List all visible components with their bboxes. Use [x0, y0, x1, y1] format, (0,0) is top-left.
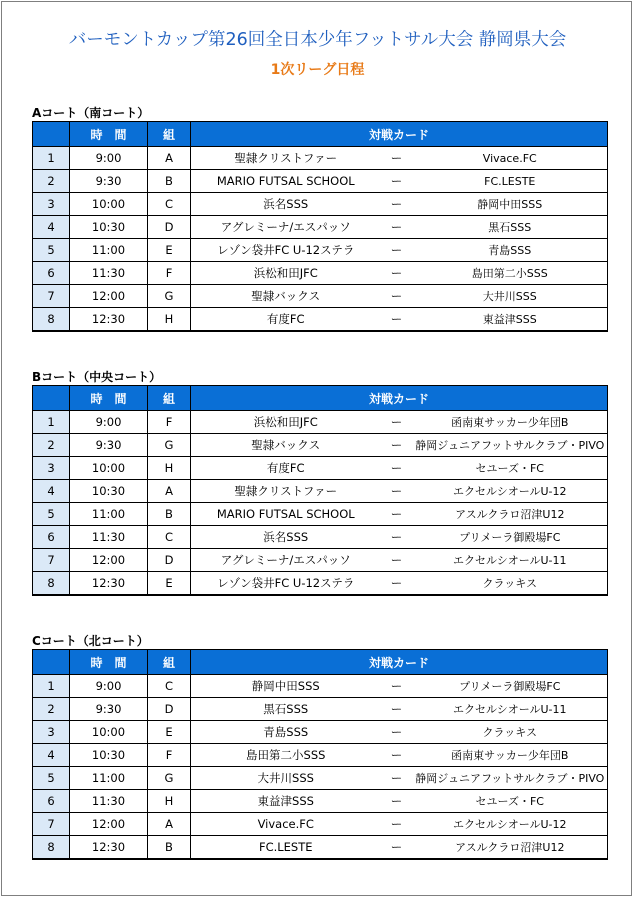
- match-group: D: [148, 216, 191, 239]
- home-team: 黒石SSS: [191, 698, 381, 721]
- table-row: [33, 767, 608, 790]
- versus-mark: ー: [381, 813, 413, 836]
- away-team: 函南東サッカー少年団B: [413, 411, 608, 434]
- match-time: 9:30: [70, 170, 148, 193]
- table-row: [33, 836, 608, 860]
- match-time: 11:30: [70, 262, 148, 285]
- table-row: [33, 262, 608, 285]
- header-time: 時 間: [70, 650, 148, 675]
- versus-mark: ー: [381, 767, 413, 790]
- header-group: 組: [148, 386, 191, 411]
- table-row: [33, 526, 608, 549]
- match-time: 12:30: [70, 308, 148, 332]
- home-team: 聖隷バックス: [191, 434, 381, 457]
- versus-mark: ー: [381, 744, 413, 767]
- match-group: E: [148, 721, 191, 744]
- table-row: [33, 790, 608, 813]
- versus-mark: ー: [381, 836, 413, 860]
- match-time: 9:30: [70, 698, 148, 721]
- court-a-section: [32, 105, 607, 332]
- header-match: 対戦カード: [191, 386, 608, 411]
- home-team: 浜名SSS: [191, 526, 381, 549]
- away-team: クラッキス: [413, 572, 608, 596]
- away-team: エクセルシオールU-11: [413, 698, 608, 721]
- home-team: レゾン袋井FC U-12ステラ: [191, 239, 381, 262]
- versus-mark: ー: [381, 262, 413, 285]
- match-number: 7: [33, 285, 70, 308]
- versus-mark: ー: [381, 308, 413, 332]
- match-time: 11:00: [70, 503, 148, 526]
- match-number: 4: [33, 744, 70, 767]
- match-time: 11:00: [70, 239, 148, 262]
- versus-mark: ー: [381, 698, 413, 721]
- match-group: F: [148, 411, 191, 434]
- home-team: 浜名SSS: [191, 193, 381, 216]
- home-team: レゾン袋井FC U-12ステラ: [191, 572, 381, 596]
- match-time: 9:00: [70, 411, 148, 434]
- header-time: 時 間: [70, 386, 148, 411]
- home-team: MARIO FUTSAL SCHOOL: [191, 170, 381, 193]
- table-row: [33, 721, 608, 744]
- match-time: 9:00: [70, 675, 148, 698]
- match-group: H: [148, 457, 191, 480]
- home-team: 静岡中田SSS: [191, 675, 381, 698]
- away-team: アスルクラロ沼津U12: [413, 836, 608, 860]
- away-team: 静岡中田SSS: [413, 193, 608, 216]
- court-c-section: [32, 633, 607, 860]
- match-time: 10:30: [70, 216, 148, 239]
- match-number: 3: [33, 193, 70, 216]
- match-time: 12:30: [70, 836, 148, 860]
- table-row: [33, 572, 608, 596]
- match-time: 10:00: [70, 721, 148, 744]
- versus-mark: ー: [381, 457, 413, 480]
- table-row: [33, 170, 608, 193]
- header-match: 対戦カード: [191, 122, 608, 147]
- away-team: Vivace.FC: [413, 147, 608, 170]
- match-number: 4: [33, 216, 70, 239]
- header-time: 時 間: [70, 122, 148, 147]
- versus-mark: ー: [381, 675, 413, 698]
- away-team: 大井川SSS: [413, 285, 608, 308]
- match-group: G: [148, 434, 191, 457]
- page-subtitle: 1次リーグ日程: [270, 62, 365, 78]
- match-group: C: [148, 193, 191, 216]
- match-number: 8: [33, 308, 70, 332]
- home-team: 大井川SSS: [191, 767, 381, 790]
- page-title: バーモントカップ第26回全日本少年フットサル大会 静岡県大会: [68, 30, 567, 50]
- versus-mark: ー: [381, 239, 413, 262]
- versus-mark: ー: [381, 147, 413, 170]
- away-team: エクセルシオールU-11: [413, 549, 608, 572]
- match-number: 3: [33, 721, 70, 744]
- match-group: H: [148, 790, 191, 813]
- match-group: E: [148, 572, 191, 596]
- home-team: 聖隷バックス: [191, 285, 381, 308]
- home-team: 島田第二小SSS: [191, 744, 381, 767]
- table-row: [33, 744, 608, 767]
- table-row: [33, 239, 608, 262]
- header-no: [33, 386, 70, 411]
- home-team: 東益津SSS: [191, 790, 381, 813]
- table-row: [33, 675, 608, 698]
- match-number: 1: [33, 675, 70, 698]
- versus-mark: ー: [381, 549, 413, 572]
- match-group: B: [148, 503, 191, 526]
- table-row: [33, 147, 608, 170]
- match-group: B: [148, 836, 191, 860]
- match-group: B: [148, 170, 191, 193]
- match-number: 6: [33, 526, 70, 549]
- header-no: [33, 122, 70, 147]
- match-time: 9:30: [70, 434, 148, 457]
- away-team: エクセルシオールU-12: [413, 480, 608, 503]
- match-time: 11:00: [70, 767, 148, 790]
- versus-mark: ー: [381, 434, 413, 457]
- header-no: [33, 650, 70, 675]
- versus-mark: ー: [381, 480, 413, 503]
- header-group: 組: [148, 122, 191, 147]
- match-group: F: [148, 262, 191, 285]
- match-group: D: [148, 549, 191, 572]
- match-group: A: [148, 813, 191, 836]
- versus-mark: ー: [381, 721, 413, 744]
- table-row: [33, 698, 608, 721]
- court-a-label: Aコート（南コート）: [32, 106, 150, 120]
- match-time: 9:00: [70, 147, 148, 170]
- match-number: 2: [33, 170, 70, 193]
- home-team: 聖隷クリストファー: [191, 147, 381, 170]
- match-number: 8: [33, 836, 70, 860]
- table-row: [33, 549, 608, 572]
- schedule-page: [1, 1, 632, 896]
- match-time: 12:00: [70, 549, 148, 572]
- match-time: 10:00: [70, 457, 148, 480]
- table-row: [33, 308, 608, 332]
- home-team: 浜松和田JFC: [191, 411, 381, 434]
- match-group: A: [148, 480, 191, 503]
- match-time: 11:30: [70, 526, 148, 549]
- table-header-row: [33, 650, 608, 675]
- table-row: [33, 434, 608, 457]
- match-time: 12:00: [70, 813, 148, 836]
- away-team: FC.LESTE: [413, 170, 608, 193]
- match-number: 1: [33, 147, 70, 170]
- match-group: G: [148, 285, 191, 308]
- table-header-row: [33, 386, 608, 411]
- court-c-label: Cコート（北コート）: [32, 634, 149, 648]
- match-group: F: [148, 744, 191, 767]
- match-time: 10:30: [70, 480, 148, 503]
- court-a-table: [32, 121, 608, 332]
- home-team: FC.LESTE: [191, 836, 381, 860]
- home-team: 浜松和田JFC: [191, 262, 381, 285]
- match-time: 10:30: [70, 744, 148, 767]
- versus-mark: ー: [381, 790, 413, 813]
- court-b-label: Bコート（中央コート）: [32, 370, 162, 384]
- table-row: [33, 411, 608, 434]
- court-c-table: [32, 649, 608, 860]
- away-team: アスルクラロ沼津U12: [413, 503, 608, 526]
- table-row: [33, 813, 608, 836]
- match-number: 6: [33, 262, 70, 285]
- away-team: 静岡ジュニアフットサルクラブ・PIVO: [413, 767, 608, 790]
- table-header-row: [33, 122, 608, 147]
- match-time: 10:00: [70, 193, 148, 216]
- match-number: 5: [33, 767, 70, 790]
- match-number: 5: [33, 503, 70, 526]
- match-time: 12:30: [70, 572, 148, 596]
- match-number: 8: [33, 572, 70, 596]
- match-time: 11:30: [70, 790, 148, 813]
- away-team: 青島SSS: [413, 239, 608, 262]
- home-team: アグレミーナ/エスパッソ: [191, 216, 381, 239]
- match-group: C: [148, 526, 191, 549]
- header-match: 対戦カード: [191, 650, 608, 675]
- court-b-section: [32, 369, 607, 596]
- home-team: Vivace.FC: [191, 813, 381, 836]
- match-group: H: [148, 308, 191, 332]
- match-group: A: [148, 147, 191, 170]
- home-team: 有度FC: [191, 457, 381, 480]
- away-team: 黒石SSS: [413, 216, 608, 239]
- table-row: [33, 503, 608, 526]
- match-group: G: [148, 767, 191, 790]
- versus-mark: ー: [381, 411, 413, 434]
- away-team: 静岡ジュニアフットサルクラブ・PIVO: [413, 434, 608, 457]
- home-team: MARIO FUTSAL SCHOOL: [191, 503, 381, 526]
- away-team: プリメーラ御殿場FC: [413, 675, 608, 698]
- table-row: [33, 285, 608, 308]
- match-number: 6: [33, 790, 70, 813]
- match-group: E: [148, 239, 191, 262]
- home-team: 有度FC: [191, 308, 381, 332]
- match-number: 3: [33, 457, 70, 480]
- match-number: 4: [33, 480, 70, 503]
- versus-mark: ー: [381, 170, 413, 193]
- match-number: 5: [33, 239, 70, 262]
- table-row: [33, 216, 608, 239]
- away-team: セユーズ・FC: [413, 457, 608, 480]
- away-team: 島田第二小SSS: [413, 262, 608, 285]
- match-group: C: [148, 675, 191, 698]
- away-team: 東益津SSS: [413, 308, 608, 332]
- match-number: 1: [33, 411, 70, 434]
- home-team: アグレミーナ/エスパッソ: [191, 549, 381, 572]
- court-b-table: [32, 385, 608, 596]
- away-team: クラッキス: [413, 721, 608, 744]
- match-number: 7: [33, 813, 70, 836]
- versus-mark: ー: [381, 526, 413, 549]
- away-team: 函南東サッカー少年団B: [413, 744, 608, 767]
- versus-mark: ー: [381, 216, 413, 239]
- home-team: 聖隷クリストファー: [191, 480, 381, 503]
- away-team: プリメーラ御殿場FC: [413, 526, 608, 549]
- versus-mark: ー: [381, 572, 413, 596]
- match-number: 7: [33, 549, 70, 572]
- match-number: 2: [33, 698, 70, 721]
- match-time: 12:00: [70, 285, 148, 308]
- table-row: [33, 193, 608, 216]
- table-row: [33, 480, 608, 503]
- versus-mark: ー: [381, 503, 413, 526]
- away-team: セユーズ・FC: [413, 790, 608, 813]
- header-group: 組: [148, 650, 191, 675]
- versus-mark: ー: [381, 193, 413, 216]
- home-team: 青島SSS: [191, 721, 381, 744]
- table-row: [33, 457, 608, 480]
- away-team: エクセルシオールU-12: [413, 813, 608, 836]
- match-group: D: [148, 698, 191, 721]
- versus-mark: ー: [381, 285, 413, 308]
- match-number: 2: [33, 434, 70, 457]
